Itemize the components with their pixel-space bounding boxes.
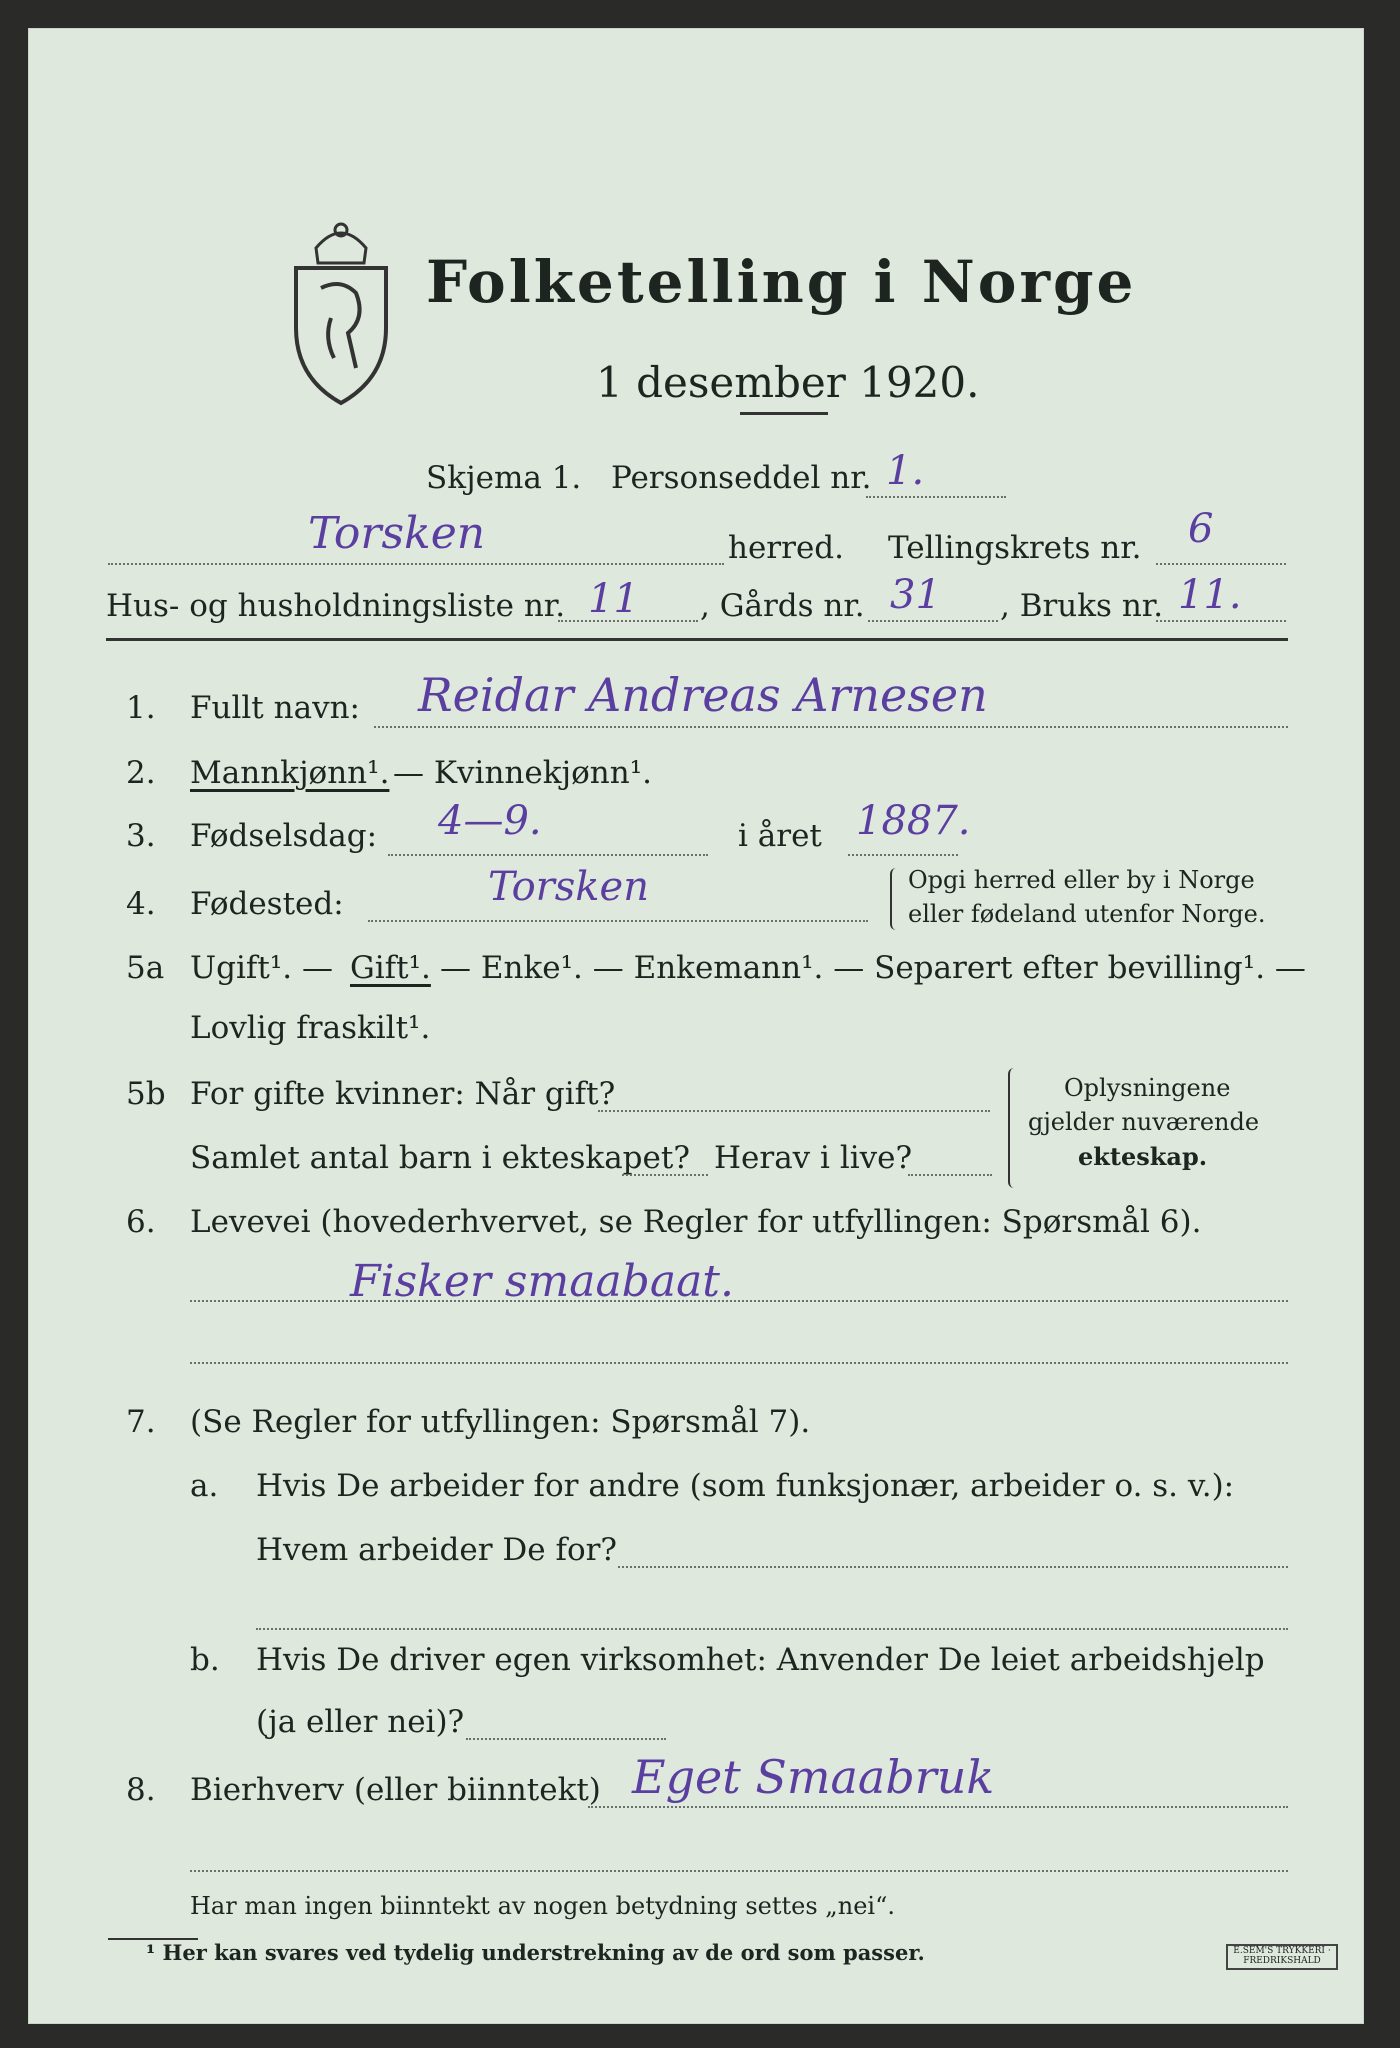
q4-note-bracket: [890, 868, 902, 930]
q7b-letter: b.: [190, 1642, 220, 1678]
footnote: ¹ Her kan svares ved tydelig understrekning av de ord som passer.: [146, 1940, 925, 1965]
birthplace-value[interactable]: Torsken: [488, 864, 649, 910]
q5b-alive-line: [908, 1174, 992, 1176]
gards-value[interactable]: 31: [890, 572, 941, 618]
q3-number: 3.: [126, 818, 156, 854]
gards-line: [868, 620, 998, 622]
status-married-option[interactable]: Gift¹.: [350, 950, 431, 986]
status-unmarried-option[interactable]: Ugift¹. —: [190, 950, 333, 986]
q3-year-label: i året: [738, 818, 822, 854]
q5b-note-line1: Oplysningene: [1064, 1074, 1231, 1102]
q2-number: 2.: [126, 755, 156, 791]
q5b-note-line2: gjelder nuværende: [1028, 1108, 1260, 1136]
occupation-value[interactable]: Fisker smaabaat.: [350, 1256, 734, 1307]
q4-note-line2: eller fødeland utenfor Norge.: [908, 900, 1266, 928]
q3-line: [388, 854, 708, 856]
q5b-married-when-line: [598, 1110, 990, 1112]
q5b-note-bracket: [1008, 1068, 1020, 1188]
gender-female-option[interactable]: — Kvinnekjønn¹.: [393, 755, 652, 791]
q4-label: Fødested:: [190, 886, 344, 922]
bruks-label: , Bruks nr.: [1000, 588, 1164, 624]
header-divider: [106, 638, 1288, 641]
q7-label: (Se Regler for utfyllingen: Spørsmål 7).: [190, 1404, 811, 1440]
q1-line: [374, 726, 1288, 728]
q3-year-line: [848, 854, 958, 856]
q8-note: Har man ingen biinntekt av nogen betydning settes „nei“.: [190, 1892, 895, 1920]
husliste-value[interactable]: 11: [588, 576, 639, 622]
personseddel-line: [866, 496, 1006, 498]
personseddel-label: Personseddel nr.: [611, 460, 872, 496]
q7a-extra-line: [256, 1628, 1288, 1630]
census-date: 1 desember 1920.: [596, 358, 980, 407]
title-divider: [740, 412, 828, 415]
q7a-letter: a.: [190, 1468, 219, 1504]
gards-label: , Gårds nr.: [700, 588, 865, 624]
norwegian-lion-coat-of-arms-icon: [286, 208, 396, 408]
q7b-label: Hvis De driver egen virksomhet: Anvender De leiet arbeidshjelp: [256, 1642, 1265, 1678]
herred-label: herred.: [728, 530, 844, 566]
q8-number: 8.: [126, 1772, 156, 1808]
q5b-alive-label: Herav i live?: [714, 1140, 913, 1176]
bruks-value[interactable]: 11.: [1178, 572, 1242, 618]
husliste-line: [558, 620, 698, 622]
skjema-label: Skjema 1.: [426, 460, 582, 496]
q7a-employer-label: Hvem arbeider De for?: [256, 1532, 618, 1568]
herred-value[interactable]: Torsken: [308, 508, 486, 559]
herred-line: [108, 563, 724, 565]
q6-number: 6.: [126, 1204, 156, 1240]
status-divorced-option[interactable]: Lovlig fraskilt¹.: [190, 1010, 431, 1046]
gender-male-option[interactable]: Mannkjønn¹.: [190, 755, 390, 791]
bruks-line: [1156, 620, 1286, 622]
q4-note-line1: Opgi herred eller by i Norge: [908, 866, 1255, 894]
printer-stamp: E.SEM'S TRYKKERI · FREDRIKSHALD: [1226, 1944, 1338, 1970]
q7b-yesno-label: (ja eller nei)?: [256, 1704, 465, 1740]
q3-label: Fødselsdag:: [190, 818, 378, 854]
q5a-number: 5a: [126, 950, 165, 986]
husliste-label: Hus- og husholdningsliste nr.: [106, 588, 566, 624]
q6-line2: [190, 1362, 1288, 1364]
status-other-options[interactable]: — Enke¹. — Enkemann¹. — Separert efter bevilling¹. —: [440, 950, 1306, 986]
q7b-yesno-line: [466, 1738, 666, 1740]
birthyear-value[interactable]: 1887.: [856, 798, 971, 844]
full-name-value[interactable]: Reidar Andreas Arnesen: [418, 668, 988, 722]
q8-line2: [190, 1870, 1288, 1872]
q7a-label: Hvis De arbeider for andre (som funksjonær, arbeider o. s. v.):: [256, 1468, 1235, 1504]
q4-line: [368, 920, 868, 922]
census-form-page: [28, 28, 1364, 2024]
tellingskrets-label: Tellingskrets nr.: [888, 530, 1142, 566]
q5b-number: 5b: [126, 1076, 166, 1112]
q5b-children-line: [622, 1174, 708, 1176]
q1-number: 1.: [126, 690, 156, 726]
tellingskrets-line: [1156, 563, 1286, 565]
q1-label: Fullt navn:: [190, 690, 360, 726]
q7-number: 7.: [126, 1404, 156, 1440]
q8-label: Bierhverv (eller biinntekt): [190, 1772, 601, 1808]
q5b-children-label: Samlet antal barn i ekteskapet?: [190, 1140, 690, 1176]
q4-number: 4.: [126, 886, 156, 922]
birthdate-value[interactable]: 4—9.: [438, 798, 542, 844]
tellingskrets-value[interactable]: 6: [1188, 506, 1214, 552]
side-income-value[interactable]: Eget Smaabruk: [632, 1750, 995, 1804]
q6-line1: [190, 1300, 1288, 1302]
personseddel-value[interactable]: 1.: [886, 448, 925, 494]
form-title: Folketelling i Norge: [426, 248, 1137, 316]
q7a-employer-line: [618, 1566, 1288, 1568]
q8-line1: [588, 1806, 1288, 1808]
q5b-note-line3: ekteskap.: [1078, 1142, 1208, 1171]
q5b-married-when-label: For gifte kvinner: Når gift?: [190, 1076, 616, 1112]
q6-label: Levevei (hovederhvervet, se Regler for utfyllingen: Spørsmål 6).: [190, 1204, 1202, 1240]
